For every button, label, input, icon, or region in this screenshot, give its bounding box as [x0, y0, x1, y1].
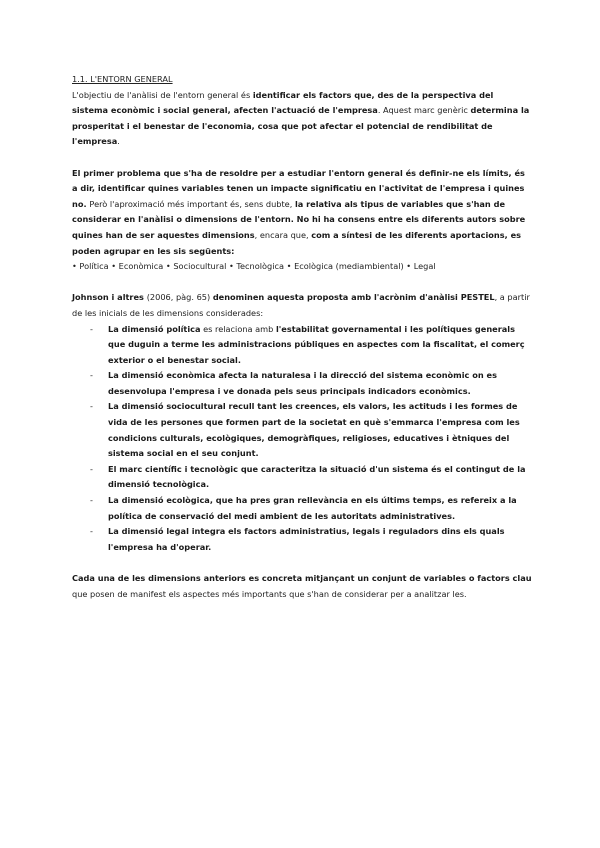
text-run: , encara que, — [254, 229, 312, 240]
text-run: , a partir de les inicials de les dimensions considerades: — [72, 292, 530, 318]
list-dash: - — [90, 463, 93, 474]
list-item-text — [108, 495, 517, 521]
text-run: es relaciona amb — [200, 323, 276, 334]
list-item-text — [108, 324, 525, 365]
bold-text-run: identificar els factors que, des de la perspectiva del sistema econòmic i social general, afecten l'actuació de l'empresa — [72, 89, 494, 116]
dimensions-summary-line: • Política • Econòmica • Sociocultural • Tecnològica • Ecològica (mediambiental) • Legal — [72, 261, 436, 272]
list-item-economic — [72, 368, 532, 399]
paragraph-gap — [72, 275, 532, 291]
intro-paragraph — [72, 88, 532, 150]
bold-text-run: determina la prosperitat i el benestar de l'economia, cosa que pot afectar el potencial de rendibilitat de l'empresa — [72, 105, 530, 147]
list-item-political — [72, 322, 532, 369]
text-run: . — [117, 136, 120, 147]
list-item-text — [108, 370, 497, 396]
bold-text-run: denominen aquesta proposta amb l'acrònim d'anàlisi PESTEL — [212, 292, 495, 303]
list-item-text — [108, 401, 520, 458]
list-dash: - — [90, 323, 93, 334]
paragraph-gap — [72, 555, 532, 571]
bold-text-run: La dimensió legal integra els factors administratius, legals i reguladors dins els quals l'empresa ha d'operar. — [108, 526, 505, 552]
paragraph-gap — [72, 150, 532, 166]
list-dash: - — [90, 401, 93, 412]
list-item-text — [108, 464, 526, 490]
list-item-legal — [72, 524, 532, 555]
limits-paragraph — [72, 166, 532, 260]
list-item-text — [108, 526, 505, 552]
list-dash: - — [90, 526, 93, 537]
document-page — [72, 72, 532, 602]
text-run: . Aquest marc genèric — [377, 105, 471, 116]
list-item-ecological — [72, 493, 532, 524]
bold-text-run: Johnson i altres — [72, 292, 147, 303]
text-run: Però l'aproximació més important és, sens dubte, — [89, 198, 295, 209]
text-run: L'objectiu de l'anàlisi de l'entorn general és — [72, 89, 253, 100]
dimensions-list — [72, 322, 532, 556]
bold-text-run: com a síntesi de les diferents aportacions, es poden agrupar en les sis següents: — [72, 229, 522, 256]
bold-text-run: El marc científic i tecnològic que caracteritza la situació d'un sistema és el contingut de la dimensió tecnològica. — [108, 463, 526, 490]
pestel-paragraph — [72, 290, 532, 321]
bold-text-run: La dimensió sociocultural recull tant les creences, els valors, les actituds i les formes de vida de les persones que formen part de la societat en què s'emmarca l'empresa com les condicions culturals, ecològiques, demogràfiques, religioses, educatives i ètniques del sistema social en el seu conjunt. — [108, 401, 520, 459]
closing-paragraph — [72, 571, 532, 602]
text-run: (2006, pàg. 65) — [146, 292, 213, 303]
list-dash: - — [90, 495, 93, 506]
bold-text-run: l'estabilitat governamental i les polítiques generals que duguin a terme les administracions públiques en aspectes com la fiscalitat, el comerç exterior o el benestar social. — [108, 323, 525, 365]
bold-text-run: La dimensió política — [108, 323, 201, 334]
text-run: que posen de manifest els aspectes més importants que s'han de considerar per a analitzar les. — [72, 588, 467, 599]
list-item-technological — [72, 462, 532, 493]
bold-text-run: La dimensió econòmica afecta la naturalesa i la direcció del sistema econòmic on es desenvolupa l'empresa i ve donada pels seus principals indicadors econòmics. — [108, 370, 497, 396]
list-dash: - — [90, 370, 93, 381]
bold-text-run: Cada una de les dimensions anteriors es concreta mitjançant un conjunt de variables o factors clau — [72, 573, 532, 583]
bold-text-run: El primer problema que s'ha de resoldre per a estudiar l'entorn general és definir-ne els límits, és a dir, identificar quines variables tenen un impacte significatiu en l'activitat de l'empresa i quines no. — [72, 167, 525, 209]
section-heading: 1.1. L'ENTORN GENERAL — [72, 74, 173, 84]
list-item-sociocultural — [72, 399, 532, 461]
bold-text-run: La dimensió ecològica, que ha pres gran rellevància en els últims temps, es refereix a la política de conservació del medi ambient de les autoritats administratives. — [108, 495, 517, 521]
bold-text-run: la relativa als tipus de variables que s'han de considerar en l'anàlisi o dimensions de l'entorn. No hi ha consens entre els diferents autors sobre quines han de ser aquestes dimensions — [72, 198, 526, 240]
